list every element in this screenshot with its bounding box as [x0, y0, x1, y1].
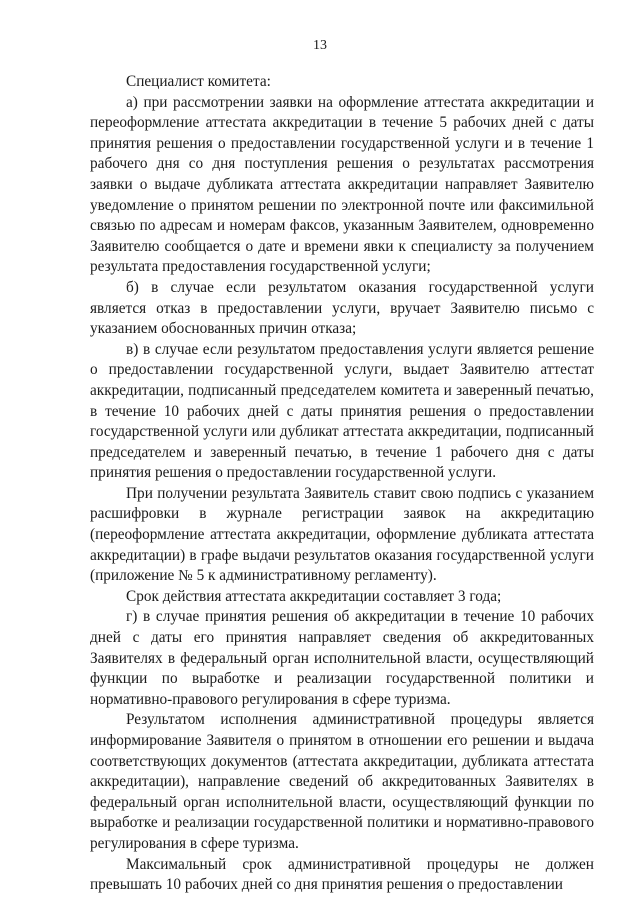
paragraph-signature-note: При получении результата Заявитель ставит свою подпись с указанием расшифровки в журнале регистрации заявок на аккредитацию (переоформление аттестата аккредитации, оформление дубликата аттестата аккредитации) в графе выдачи результатов оказания государственной услуги (приложение № 5 к административному регламенту).: [90, 484, 594, 585]
paragraph-item-v: в) в случае если результатом предоставления услуги является решение о предоставлении государственной услуги, выдает Заявителю аттестат аккредитации, подписанный председателем комитета и заверенный печатью, в течение 10 рабочих дней с даты принятия решения о предоставлении государственной услуги или дубликат аттестата аккредитации, подписанный председателем и заверенный печатью, в течение 1 рабочего дня с даты принятия решения о предоставлении государственной услуги.: [90, 340, 594, 482]
paragraph-max-term: Максимальный срок административной процедуры не должен превышать 10 рабочих дней со дня принятия решения о предоставлении: [90, 855, 594, 894]
paragraph-validity-period: Срок действия аттестата аккредитации составляет 3 года;: [126, 587, 502, 605]
paragraph-specialist-heading: Специалист комитета:: [126, 73, 271, 90]
paragraph-procedure-result: Результатом исполнения административной процедуры является информирование Заявителя о принятом в отношении его решении и выдача соответствующих документов (аттестата аккредитации, дубликата аттестата аккредитации), направление сведений об аккредитованных Заявителях в федеральный орган исполнительной власти, осуществляющий функции по выработке и реализации государственной политики и нормативно-правового регулирования в сфере туризма.: [90, 711, 594, 852]
page-number: 13: [313, 38, 327, 53]
paragraph-item-g: г) в случае принятия решения об аккредитации в течение 10 рабочих дней с даты его принятия направляет сведения об аккредитованных Заявителях в федеральный орган исполнительной власти, осуществляющий функции по выработке и реализации государственной политики и нормативно-правового регулирования в сфере туризма.: [90, 608, 594, 708]
document-body: [90, 72, 594, 896]
paragraph-item-b: б) в случае если результатом оказания государственной услуги является отказ в предоставлении услуги, вручает Заявителю письмо с указанием обоснованных причин отказа;: [90, 278, 594, 338]
paragraph-item-a: а) при рассмотрении заявки на оформление аттестата аккредитации и переоформление аттестата аккредитации в течение 5 рабочих дней с даты принятия решения о предоставлении государственной услуги и в течение 1 рабочего дня со дня поступления решения о результатах рассмотрения заявки о выдаче дубликата аттестата аккредитации направляет Заявителю уведомление о принятом решении по электронной почте или факсимильной связью по адресам и номерам факсов, указанным Заявителем, одновременно Заявителю сообщается о дате и времени явки к специалисту за получением результата предоставления государственной услуги;: [90, 93, 594, 276]
